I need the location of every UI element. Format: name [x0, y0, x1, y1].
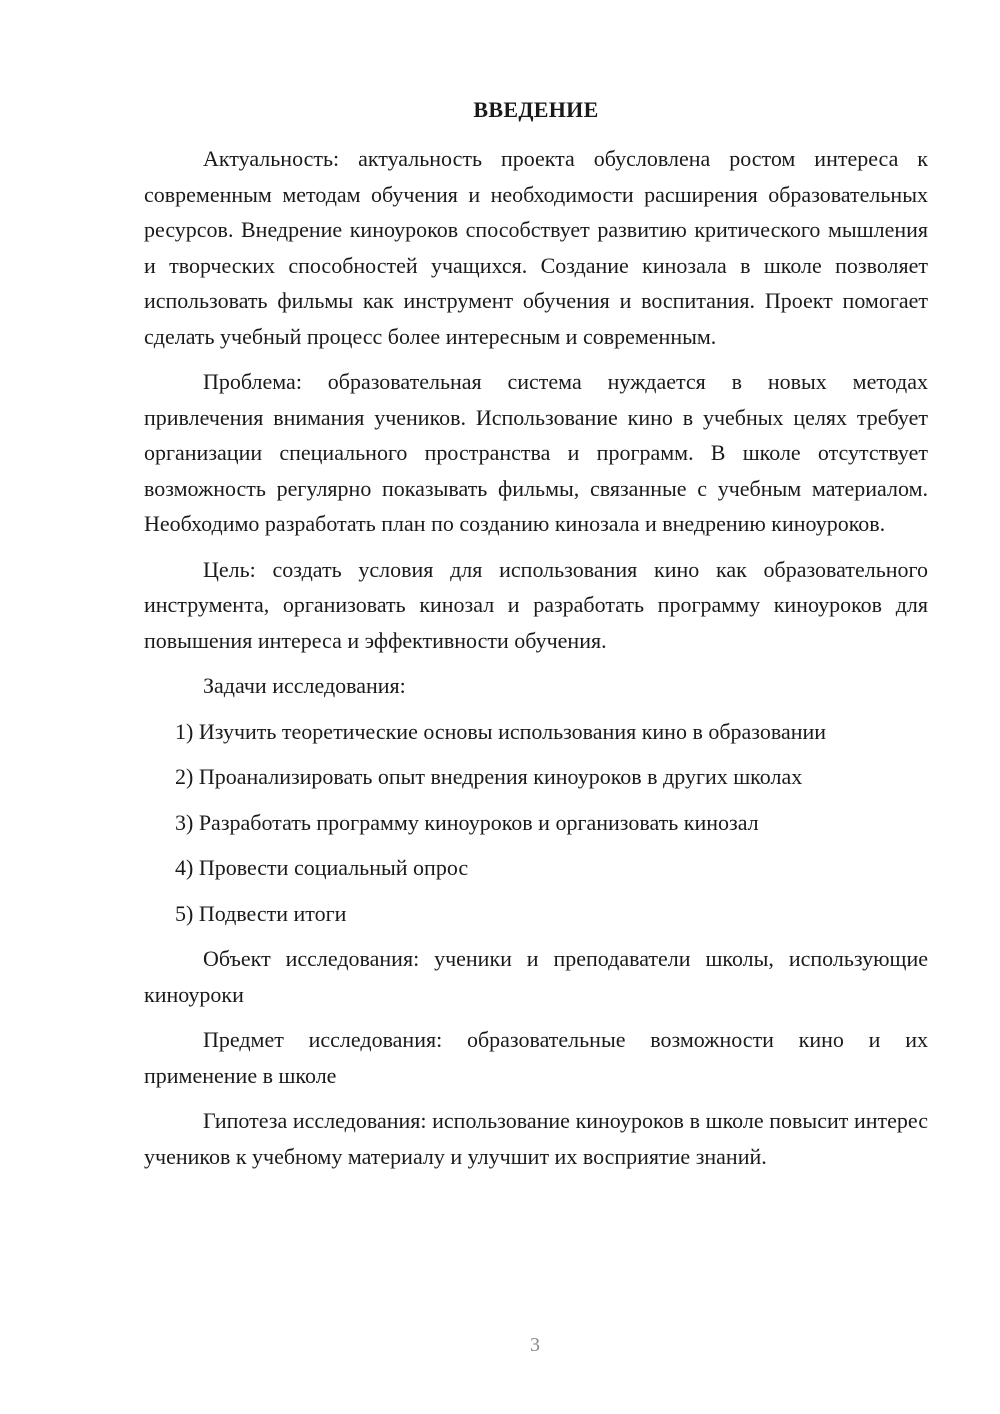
task-item: 5) Подвести итоги [175, 900, 347, 926]
task-item: 3) Разработать программу киноуроков и организовать кинозал [175, 809, 759, 835]
subject-paragraph: Предмет исследования: образовательные возможности кино и их применение в школе [144, 1027, 928, 1088]
task-item: 1) Изучить теоретические основы использования кино в образовании [175, 718, 827, 744]
tasks-label: Задачи исследования: [203, 673, 406, 698]
goal-paragraph: Цель: создать условия для использования кино как образовательного инструмента, организовать кинозал и разработать программу киноуроков для повышения интереса и эффективности обучения. [144, 556, 928, 653]
tasks-list [144, 714, 928, 932]
task-item: 2) Проанализировать опыт внедрения киноуроков в других школах [175, 764, 803, 789]
problem-paragraph: Проблема: образовательная система нуждается в новых методах привлечения внимания учеников. Использование кино в учебных целях требует организации специального пространства и программ. В школе отсутствует возможность регулярно показывать фильмы, связанные с учебным материалом. Необходимо разработать план по созданию кинозала и внедрению киноуроков. [144, 369, 928, 536]
page-number: 3 [530, 1334, 540, 1356]
hypothesis-paragraph: Гипотеза исследования: использование киноуроков в школе повысит интерес учеников к учебному материалу и улучшит их восприятие знаний. [144, 1108, 928, 1169]
object-paragraph: Объект исследования: ученики и преподаватели школы, использующие киноуроки [144, 946, 928, 1007]
document-page [144, 92, 928, 1184]
section-title: ВВЕДЕНИЕ [473, 97, 599, 122]
task-item: 4) Провести социальный опрос [175, 855, 469, 880]
relevance-paragraph: Актуальность: актуальность проекта обусловлена ростом интереса к современным методам обучения и необходимости расширения образовательных ресурсов. Внедрение киноуроков способствует развитию критического мышления и творческих способностей учащихся. Создание кинозала в школе позволяет использовать фильмы как инструмент обучения и воспитания. Проект помогает сделать учебный процесс более интересным и современным. [144, 146, 928, 349]
